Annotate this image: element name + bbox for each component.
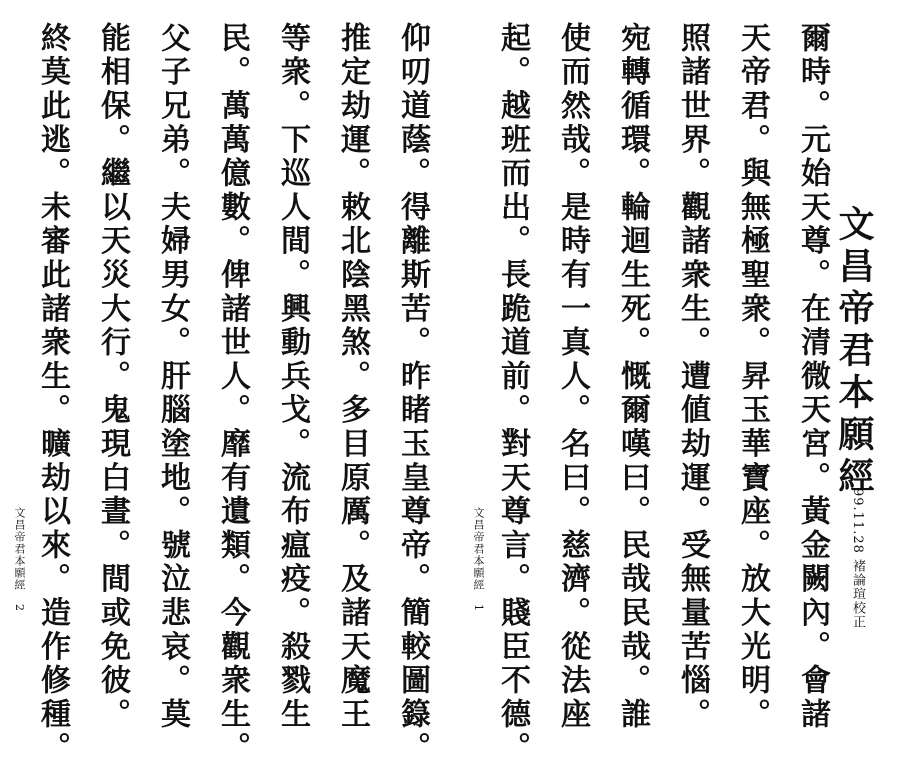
left-footer-title: 文昌帝君本願經 [13,507,26,591]
left-page-column-5: 父子兄弟。夫婦男女。肝腦塗地。號泣悲哀。莫 [155,22,190,732]
left-page-column-4: 民。萬萬億數。俾諸世人。靡有遺類。今觀衆生。 [215,22,250,766]
left-page-column-3: 等衆。下巡人間。興動兵戈。流布瘟疫。殺戮生 [275,22,310,732]
right-page-column-5: 使而然哉。是時有一真人。名曰。慈濟。從法座 [555,22,590,732]
left-page-column-7: 終莫此逃。未審此諸衆生。曠劫以來。造作修種。 [35,22,70,766]
page-gutter [476,0,477,645]
right-page-column-2: 天帝君。與無極聖衆。昇玉華寶座。放大光明。 [735,22,770,732]
right-page-column-4: 宛轉循環。輪迴生死。慨爾嘆曰。民哉民哉。誰 [615,22,650,732]
left-page-footer [14,507,25,612]
right-page-number: 1 [472,603,485,612]
right-page-column-3: 照諸世界。觀諸衆生。遭値劫運。受無量苦惱。 [675,22,710,732]
left-page-column-1: 仰叨道蔭。得離斯苦。昨睹玉皇尊帝。簡較圖籙。 [395,22,430,766]
right-footer-title: 文昌帝君本願經 [472,507,485,591]
edition-note: 99.11.28 褚論瑄校正 [850,488,865,630]
right-page-column-1: 爾時。元始天尊。在清微天宮。黃金闕內。會諸 [795,22,830,732]
right-page-footer [473,507,484,612]
scripture-title: 文昌帝君本願經 [833,205,875,499]
left-page-column-6: 能相保。繼以天災大行。鬼現白晝。間或免彼。 [95,22,130,732]
left-page-number: 2 [13,603,26,612]
left-page-column-2: 推定劫運。敕北陰黑煞。多目原厲。及諸天魔王 [335,22,370,732]
right-page-column-6: 起。越班而出。長跪道前。對天尊言。賤臣不德。 [495,22,530,766]
